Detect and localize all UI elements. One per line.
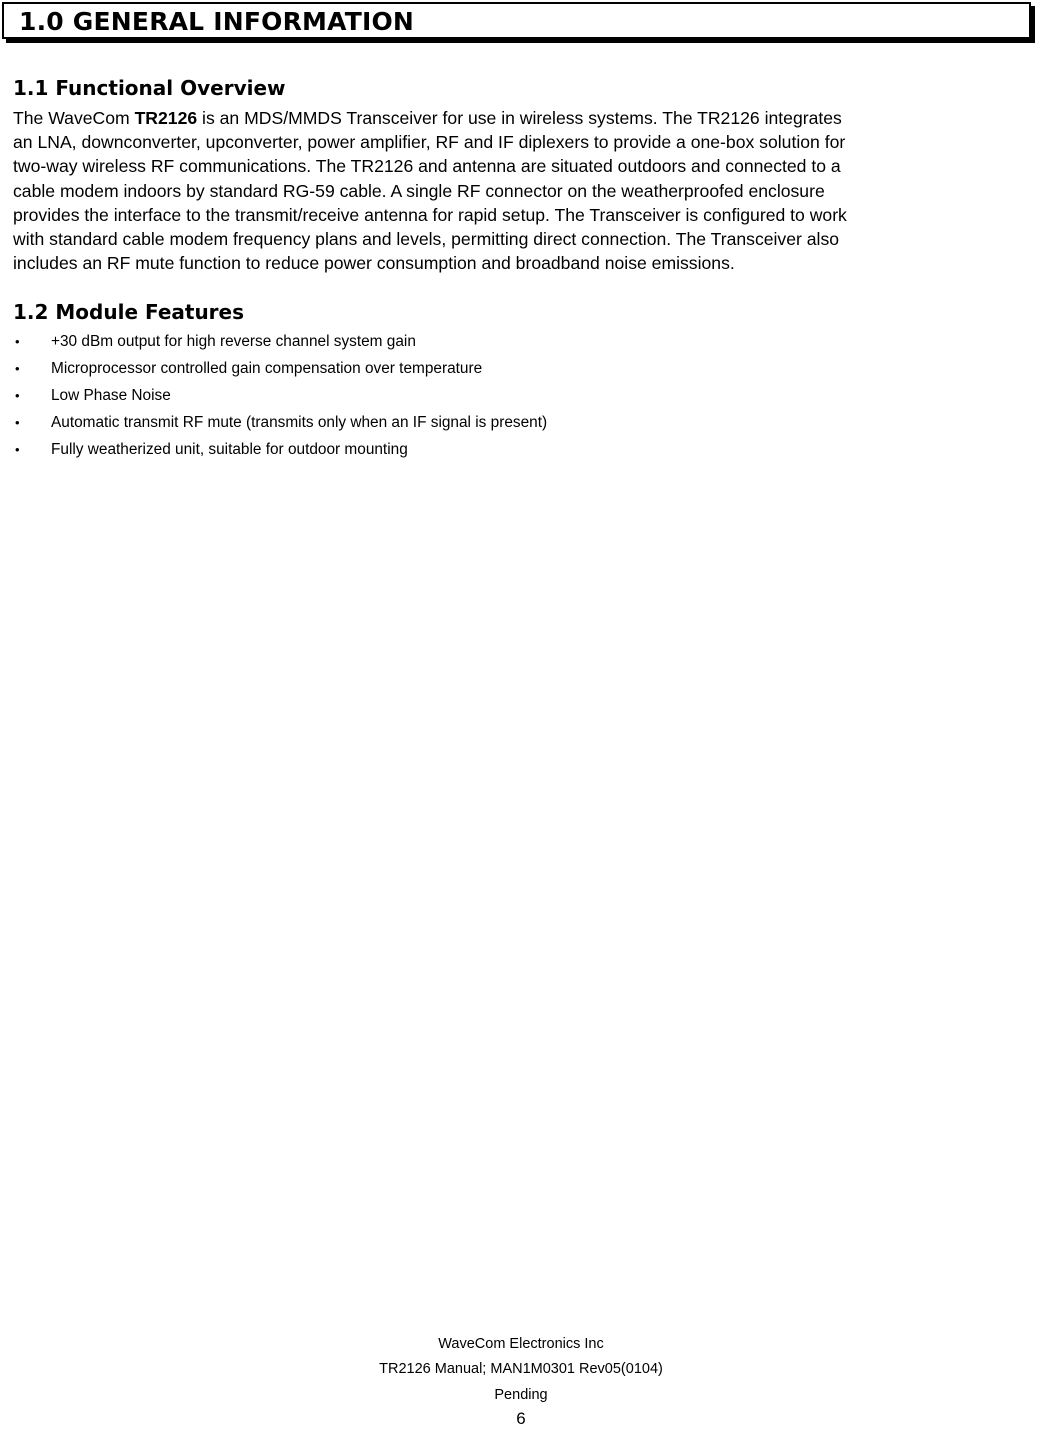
bullet-icon: • — [15, 361, 20, 376]
feature-text: Microprocessor controlled gain compensation over temperature — [51, 360, 483, 377]
feature-text: Fully weatherized unit, suitable for outdoor mounting — [51, 441, 408, 458]
bullet-icon: • — [15, 415, 20, 430]
footer-company: WaveCom Electronics Inc — [438, 1336, 604, 1352]
section-title-box — [2, 2, 1031, 39]
footer-status: Pending — [494, 1387, 548, 1403]
paragraph-line: an LNA, downconverter, upconverter, power amplifier, RF and IF diplexers to provide a one-box solution for — [13, 132, 846, 153]
paragraph-line: cable modem indoors by standard RG-59 cable. A single RF connector on the weatherproofed enclosure — [13, 180, 825, 201]
paragraph-line: includes an RF mute function to reduce power consumption and broadband noise emissions. — [13, 253, 735, 274]
feature-text: +30 dBm output for high reverse channel system gain — [51, 333, 416, 350]
functional-overview-heading: 1.1 Functional Overview — [13, 76, 286, 100]
paragraph-line: provides the interface to the transmit/receive antenna for rapid setup. The Transceiver is configured to work — [13, 204, 847, 225]
bullet-icon: • — [15, 334, 20, 349]
module-features-heading: 1.2 Module Features — [13, 300, 245, 324]
page-number: 6 — [516, 1409, 526, 1428]
bullet-icon: • — [15, 388, 20, 403]
section-title: 1.0 GENERAL INFORMATION — [19, 7, 415, 36]
paragraph-line: two-way wireless RF communications. The TR2126 and antenna are situated outdoors and connected to a — [13, 156, 841, 177]
bullet-icon: • — [15, 442, 20, 457]
paragraph-line: with standard cable modem frequency plans and levels, permitting direct connection. The Transceiver also — [13, 229, 840, 250]
footer-document-id: TR2126 Manual; MAN1M0301 Rev05(0104) — [379, 1361, 663, 1377]
feature-text: Low Phase Noise — [51, 387, 171, 404]
feature-text: Automatic transmit RF mute (transmits only when an IF signal is present) — [51, 414, 548, 431]
model-number: TR2126 — [134, 108, 198, 128]
paragraph-line: The WaveCom TR2126 is an MDS/MMDS Transceiver for use in wireless systems. The TR2126 integrates — [13, 108, 842, 128]
functional-overview-paragraph — [13, 106, 1023, 275]
